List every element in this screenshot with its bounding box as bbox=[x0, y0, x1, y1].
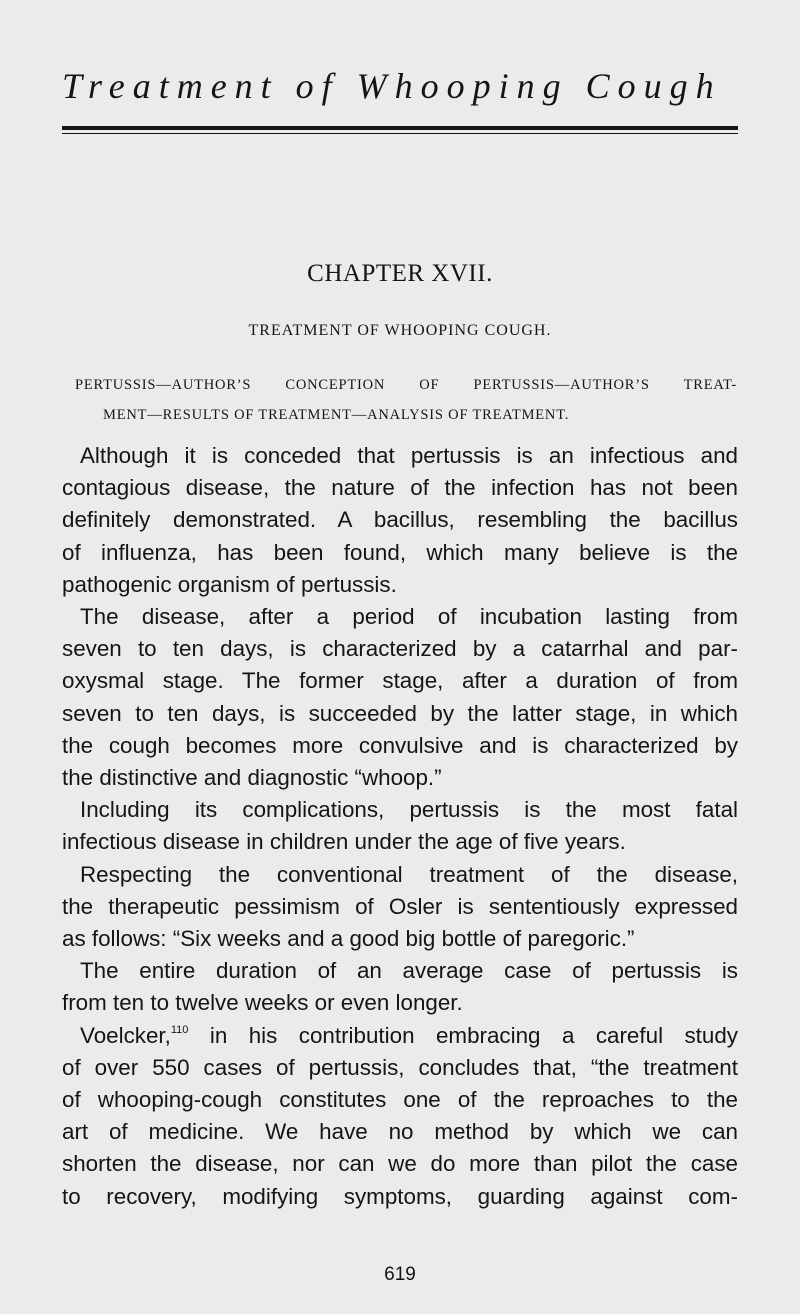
header-rule-thin bbox=[62, 133, 738, 134]
text-line: to recovery, modifying symptoms, guarding against com- bbox=[62, 1183, 738, 1209]
reference-superscript: 110 bbox=[170, 1023, 189, 1036]
text-line: The entire duration of an average case of pertussis is bbox=[80, 958, 738, 984]
text-line: oxysmal stage. The former stage, after a duration of from bbox=[62, 668, 738, 694]
chapter-heading: CHAPTER XVII. bbox=[307, 260, 493, 287]
text-line: Including its complications, pertussis is the most fatal bbox=[80, 797, 738, 823]
text-line: Although it is conceded that pertussis is an infectious and bbox=[80, 443, 738, 468]
text-line bbox=[62, 1020, 738, 1052]
text-line: of over 550 cases of pertussis, concludes that, “the treatment bbox=[62, 1054, 738, 1080]
voelcker-line-rest: in his contribution embracing a careful study bbox=[188, 1022, 738, 1048]
text-line: from ten to twelve weeks or even longer. bbox=[62, 990, 463, 1016]
synopsis-line: PERTUSSIS—AUTHOR’S CONCEPTION OF PERTUSSIS—AUTHOR’S TREAT- bbox=[75, 377, 737, 393]
header-rule-thick bbox=[62, 126, 738, 130]
text-line: infectious disease in children under the age of five years. bbox=[62, 829, 626, 855]
text-line: pathogenic organism of pertussis. bbox=[62, 571, 397, 597]
text-line: seven to ten days, is succeeded by the latter stage, in which bbox=[62, 700, 738, 726]
body-text bbox=[62, 440, 738, 1213]
section-title: TREATMENT OF WHOOPING COUGH. bbox=[248, 322, 552, 339]
text-line: seven to ten days, is characterized by a catarrhal and par- bbox=[62, 636, 738, 662]
text-line: contagious disease, the nature of the infection has not been bbox=[62, 475, 738, 501]
text-line: of influenza, has been found, which many believe is the bbox=[62, 539, 738, 565]
text-line: the cough becomes more convulsive and is characterized by bbox=[62, 732, 738, 758]
text-line: definitely demonstrated. A bacillus, resembling the bacillus bbox=[62, 507, 738, 533]
text-line: shorten the disease, nor can we do more than pilot the case bbox=[62, 1151, 738, 1177]
text-line: Respecting the conventional treatment of the disease, bbox=[80, 861, 738, 887]
text-line: of whooping-cough constitutes one of the reproaches to the bbox=[62, 1087, 738, 1113]
running-head: Treatment of Whooping Cough bbox=[62, 66, 722, 106]
text-line: the distinctive and diagnostic “whoop.” bbox=[62, 765, 442, 791]
page-number: 619 bbox=[384, 1264, 416, 1285]
text-line: the therapeutic pessimism of Osler is sententiously expressed bbox=[62, 893, 738, 919]
text-line: as follows: “Six weeks and a good big bottle of paregoric.” bbox=[62, 926, 635, 952]
text-line: The disease, after a period of incubation lasting from bbox=[80, 604, 738, 630]
text-line: art of medicine. We have no method by which we can bbox=[62, 1119, 738, 1145]
voelcker-name: Voelcker, bbox=[80, 1022, 171, 1048]
synopsis-line: MENT—RESULTS OF TREATMENT—ANALYSIS OF TREATMENT. bbox=[103, 407, 570, 423]
chapter-synopsis bbox=[75, 370, 737, 430]
